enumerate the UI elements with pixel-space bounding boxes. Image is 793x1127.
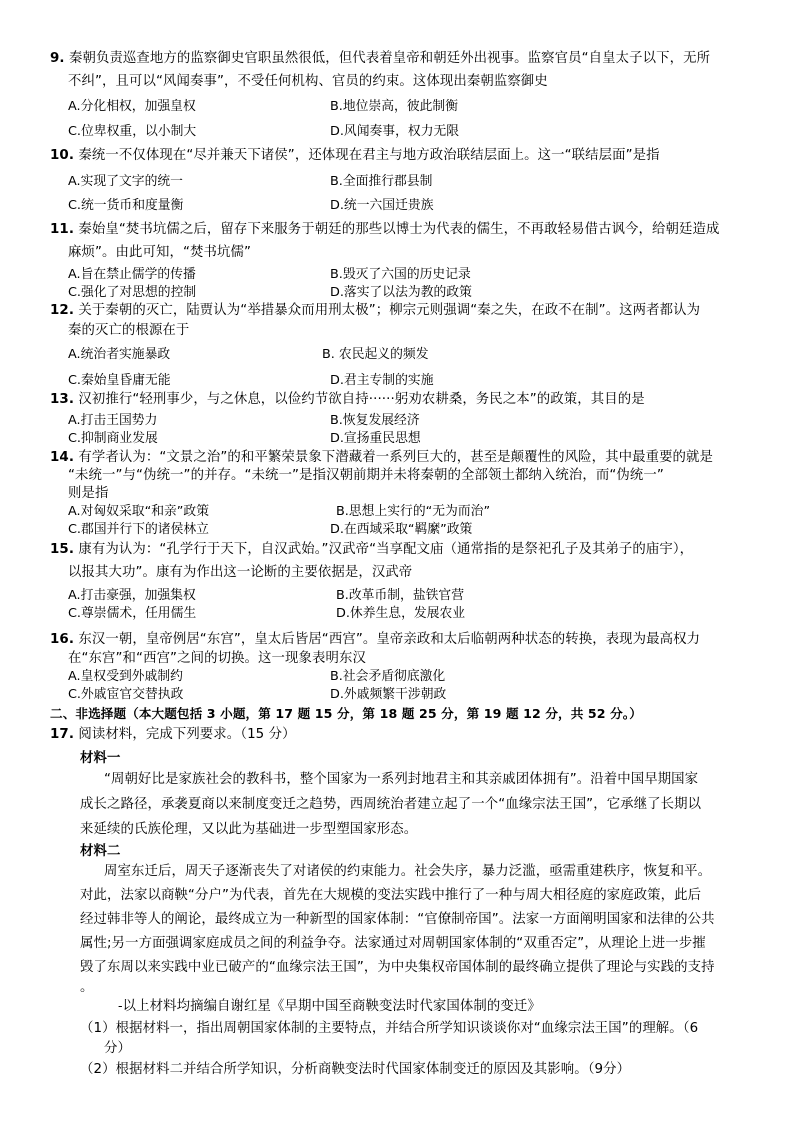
question-number: 16. [50,632,75,647]
option-a: A.分化相权，加强皇权 [68,99,196,114]
option-b: B.改革币制，盐铁官营 [336,588,465,603]
option-c: C.强化了对思想的控制 [68,285,197,300]
option-d: D.统一六国迁贵族 [330,198,434,213]
question-number: 9. [50,51,65,66]
question-number: 15. [50,542,75,557]
option-a: A.实现了文字的统一 [68,174,183,189]
option-a: A.对匈奴采取“和亲”政策 [68,504,210,519]
material-1-line-1: “周朝好比是家族社会的教科书，整个国家为一系列封地君主和其亲戚团体拥有”。沿着中国早期国家 [104,772,699,787]
option-c: C.统一货币和度量衡 [68,198,184,213]
question-11-line-1 [50,221,719,239]
question-number: 14. [50,450,75,465]
material-2-line-2: 对此，法家以商鞅“分户”为代表，首先在大规模的变法实践中推行了一种与周大相径庭的家庭政策，此后 [80,888,702,903]
option-c: C.外戚宦官交替执政 [68,687,184,702]
question-number: 11. [50,222,75,237]
option-b: B.毁灭了六国的历史记录 [330,267,471,282]
option-a: A.打击豪强，加强集权 [68,588,196,603]
question-10-line-1 [50,147,660,165]
question-number: 10. [50,148,75,163]
question-stem: 阅读材料，完成下列要求。（15 分） [78,727,296,742]
option-b: B.思想上实行的“无为而治” [336,504,491,519]
question-number: 13. [50,392,75,407]
option-d: D.外戚频繁干涉朝政 [330,687,447,702]
option-c: C.郡国并行下的诸侯林立 [68,522,209,537]
question-number: 17. [50,727,75,742]
question-stem: 东汉一朝，皇帝例居“东宫”，皇太后皆居“西宫”。皇帝亲政和太后临朝两种状态的转换，表现为最高权力 [78,632,701,647]
subquestion-2: （2）根据材料二并结合所学知识，分析商鞅变法时代国家体制变迁的原因及其影响。（9分） [80,1062,631,1077]
question-15-line-1 [50,541,693,559]
question-16-line-2: 在“东宫”和“西宫”之间的切换。这一现象表明东汉 [68,651,366,666]
question-stem: 秦始皇“焚书坑儒之后，留存下来服务于朝廷的那些以博士为代表的儒生，不再敢轻易借古讽今，给朝廷造成 [78,222,720,237]
option-a: A.旨在禁止儒学的传播 [68,267,196,282]
option-b: B.恢复发展经济 [330,413,420,428]
question-9-line-2: 不纠”，且可以“风闻奏事”，不受任何机构、官员的约束。这体现出秦朝监察御史 [68,74,548,89]
question-15-line-2: 以报其大功”。康有为作出这一论断的主要依据是，汉武帝 [68,565,413,580]
question-stem: 有学者认为：“文景之治”的和平繁荣景象下潜藏着一系列巨大的，甚至是颠覆性的风险，其中最重要的就是 [78,450,714,465]
option-c: C.抑制商业发展 [68,431,158,446]
question-11-line-2: 麻烦”。由此可知，“焚书坑儒” [68,245,251,260]
option-b: B. 农民起义的频发 [322,347,429,362]
question-12-line-2: 秦的灭亡的根源在于 [68,323,190,338]
question-number: 12. [50,303,75,318]
option-b: B.全面推行郡县制 [330,174,433,189]
question-14-line-1 [50,449,713,467]
material-2-line-5: 毁了东周以来实践中业已破产的“血缘宗法王国”，为中央集权帝国体制的最终确立提供了理论与实践的支持 [80,960,715,975]
material-1-line-2: 成长之路径，承袭夏商以来制度变迁之趋势，西周统治者建立起了一个“血缘宗法王国”，它承继了长期以 [80,797,702,812]
question-stem: 秦朝负责巡查地方的监察御史官职虽然很低，但代表着皇帝和朝廷外出视事。监察官员“自皇太子以下，无所 [68,51,711,66]
option-a: A.皇权受到外戚制约 [68,669,183,684]
option-b: B.社会矛盾彻底激化 [330,669,446,684]
option-a: A.统治者实施暴政 [68,347,171,362]
option-d: D.君主专制的实施 [330,373,434,388]
material-2-title: 材料二 [80,844,121,859]
question-stem: 秦统一不仅体现在“尽并兼天下诸侯”，还体现在君主与地方政治联结层面上。这一“联结层面”是指 [78,148,660,163]
question-stem: 汉初推行“轻刑事少，与之休息，以俭约节欲自持······躬劝农耕桑，务民之本”的政策，其目的是 [78,392,645,407]
question-17-intro [50,726,296,744]
option-c: C.秦始皇昏庸无能 [68,373,171,388]
subquestion-1-line-1: （1）根据材料一，指出周朝国家体制的主要特点，并结合所学知识谈谈你对“血缘宗法王国”的理解。（6 [80,1021,699,1036]
material-source: -以上材料均摘编自谢红星《早期中国至商鞅变法时代家国体制的变迁》 [118,999,541,1014]
option-a: A.打击王国势力 [68,413,158,428]
option-c: C.尊崇儒术，任用儒生 [68,606,197,621]
question-stem: 关于秦朝的灭亡，陆贾认为“举措暴众而用刑太极”；柳宗元则强调“秦之失，在政不在制”。这两者都认为 [78,303,701,318]
section-2-heading: 二、非选择题（本大题包括 3 小题，第 17 题 15 分，第 18 题 25 分，第 19 题 12 分，共 52 分。） [50,706,642,721]
question-12-line-1 [50,302,700,320]
option-d: D.休养生息，发展农业 [336,606,466,621]
material-2-line-6: 。 [80,980,94,995]
question-9-line-1 [50,50,710,68]
option-d: D.风闻奏事，权力无限 [330,124,460,139]
option-b: B.地位崇高，彼此制衡 [330,99,459,114]
question-14-line-2: “未统一”与“伪统一”的并存。“未统一”是指汉朝前期并未将秦朝的全部领土都纳入统治，而“伪统一” [68,468,664,483]
question-stem: 康有为认为：“孔学行于天下，自汉武始。”汉武帝“当享配文庙（通常指的是祭祀孔子及其弟子的庙宇）， [78,542,694,557]
material-2-line-3: 经过韩非等人的阐论，最终成立为一种新型的国家体制：“官僚制帝国”。法家一方面阐明国家和法律的公共 [80,912,715,927]
option-d: D.宣扬重民思想 [330,431,421,446]
question-14-line-3: 则是指 [68,486,109,501]
question-16-line-1 [50,631,700,649]
material-1-line-3: 来延续的氏族伦理，又以此为基础进一步型塑国家形态。 [80,822,418,837]
option-d: D.落实了以法为教的政策 [330,285,472,300]
option-c: C.位卑权重，以小制大 [68,124,197,139]
option-d: D.在西域采取“羁縻”政策 [330,522,473,537]
material-2-line-1: 周室东迁后，周天子逐渐丧失了对诸侯的约束能力。社会失序，暴力泛滥，亟需重建秩序，恢复和平。 [104,864,712,879]
material-2-line-4: 属性;另一方面强调家庭成员之间的利益争夺。法家通过对周朝国家体制的“双重否定”，从理论上进一步摧 [80,936,706,951]
material-1-title: 材料一 [80,751,121,766]
question-13-line-1 [50,391,645,409]
subquestion-1-line-2: 分） [104,1041,131,1056]
